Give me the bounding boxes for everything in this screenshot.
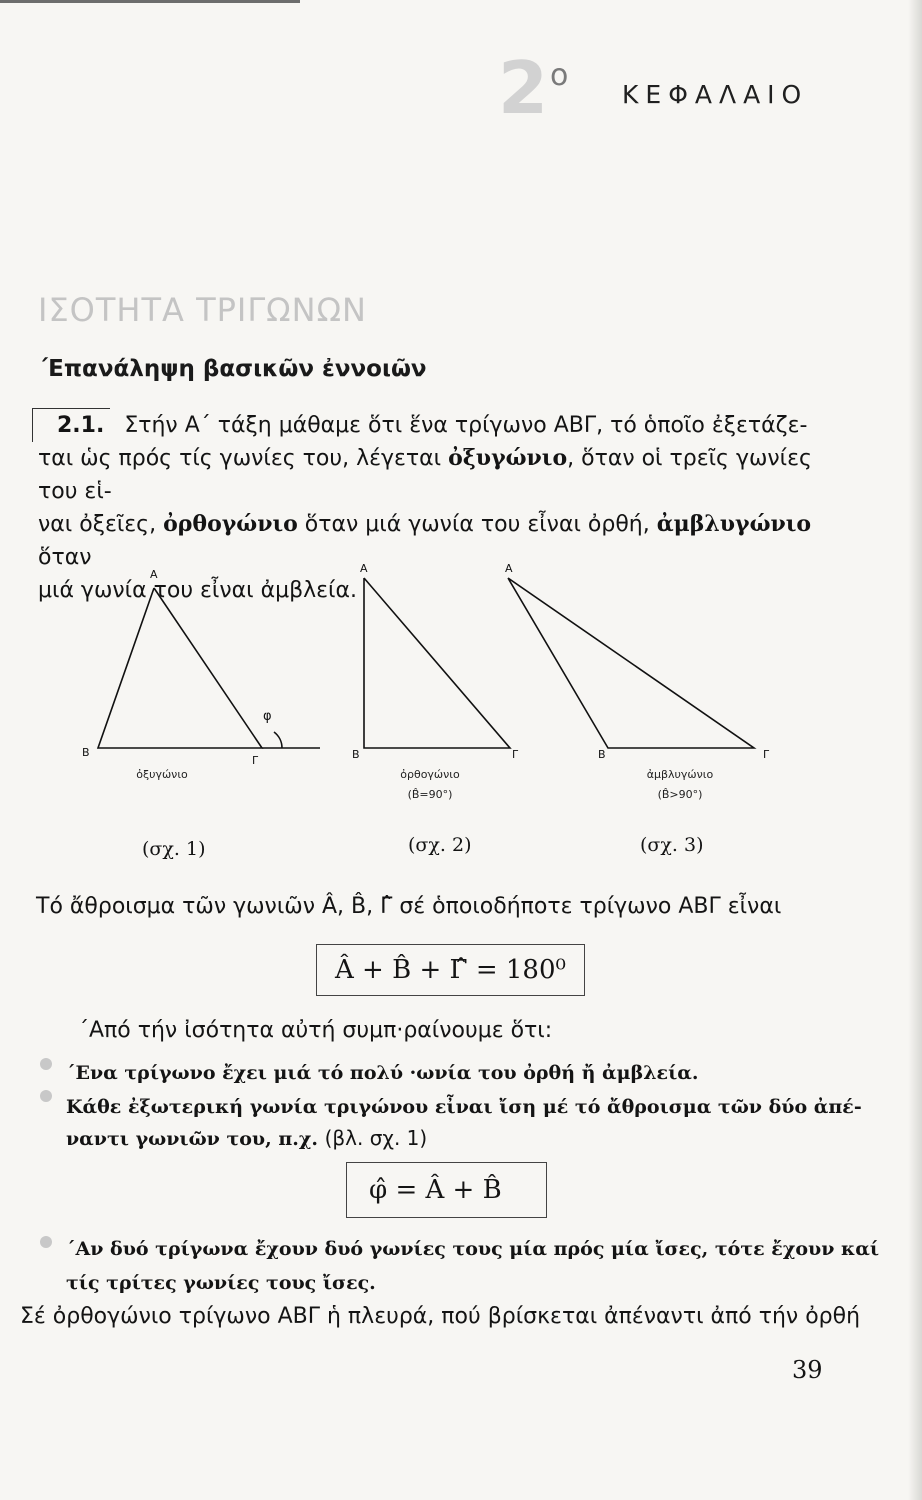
fig2-vertex-g: Γ bbox=[512, 748, 519, 761]
last-line: Σέ ὀρθογώνιο τρίγωνο ΑΒΓ ἡ πλευρά, πού βρίσκεται ἀπέναντι ἀπό τήν ὀρθή bbox=[20, 1304, 861, 1329]
exterior-angle-arc bbox=[274, 732, 282, 748]
page-edge-shadow bbox=[908, 0, 922, 1500]
triangle-1 bbox=[98, 588, 262, 748]
bullet-2-marker bbox=[40, 1090, 52, 1102]
fig3-condition: (B̂>90°) bbox=[657, 788, 703, 801]
fig2-label: (σχ. 2) bbox=[408, 834, 472, 856]
equation-angle-sum: Â + B̂ + Γ̂ = 180⁰ bbox=[316, 944, 585, 996]
para-line-3-c: ὅταν μιά γωνία του εἶναι ὀρθή, bbox=[297, 512, 657, 537]
para-line-1-text: Στήν Α΄ τάξη μάθαμε ὅτι ἕνα τρίγωνο ΑΒΓ, τό ὁποῖο ἐξετάζε- bbox=[124, 413, 808, 438]
chapter-number-superscript: ο bbox=[550, 58, 569, 93]
bullet-3-marker bbox=[40, 1236, 52, 1248]
para-line-3-e: ὅταν bbox=[38, 545, 92, 570]
consequence-text: ΄Από τήν ἰσότητα αὐτή συμπ·ραίνουμε ὅτι: bbox=[78, 1018, 553, 1043]
fig3-vertex-a: Α bbox=[505, 562, 513, 575]
chapter-number: 2 bbox=[498, 46, 549, 130]
term-obtuse: ἀμβλυγώνιο bbox=[656, 511, 812, 537]
chapter-word: ΚΕΦΑΛΑΙΟ bbox=[622, 80, 809, 109]
para-line-2 bbox=[38, 442, 828, 508]
bullet-3-line-1: ΄Αν δυό τρίγωνα ἔχουν δυό γωνίες τους μία πρός μία ἴσες, τότε ἔχουν καί bbox=[66, 1238, 880, 1260]
triangle-figures bbox=[80, 560, 800, 790]
bullet-2-line-2-a: ναντι γωνιῶν του, π.χ. bbox=[66, 1128, 325, 1150]
sum-text: Τό ἄθροισμα τῶν γωνιῶν Â, B̂, Γ̂ σέ ὁποιοδήποτε τρίγωνο ΑΒΓ εἶναι bbox=[36, 894, 782, 919]
bullet-2-fig-ref: (βλ. σχ. 1) bbox=[324, 1126, 428, 1150]
para-line-3-a: ναι ὀξεῖες, bbox=[38, 512, 164, 537]
fig3-caption: ἀμβλυγώνιο bbox=[646, 768, 714, 781]
fig2-vertex-a: Α bbox=[360, 562, 368, 575]
fig1-vertex-g: Γ bbox=[252, 754, 259, 767]
term-right: ὀρθογώνιο bbox=[163, 511, 298, 537]
fig3-vertex-b: Β bbox=[598, 748, 606, 761]
fig1-vertex-a: Α bbox=[150, 568, 158, 581]
term-acute: ὀξυγώνιο bbox=[448, 445, 568, 471]
equation-exterior-angle: φ̂ = Â + B̂ bbox=[346, 1162, 547, 1218]
para-line-1 bbox=[38, 408, 828, 442]
para-line-2-a: ται ὡς πρός τίς γωνίες του, λέγεται bbox=[38, 446, 449, 471]
bullet-1-text: ΄Ενα τρίγωνο ἔχει μιά τό πολύ ·ωνία του ὀρθή ἤ ἀμβλεία. bbox=[66, 1062, 699, 1084]
page-number: 39 bbox=[792, 1356, 823, 1384]
subsection-title: ΄Επανάληψη βασικῶν ἐννοιῶν bbox=[38, 356, 427, 382]
fig1-vertex-b: Β bbox=[82, 746, 90, 759]
paragraph-number: 2.1. bbox=[32, 408, 110, 442]
fig1-caption: ὀξυγώνιο bbox=[136, 768, 188, 781]
triangle-3 bbox=[508, 578, 754, 748]
triangle-2 bbox=[364, 578, 510, 748]
para-line-2-c: , ὅταν οἱ τρεῖς γωνίες του εἱ- bbox=[38, 446, 812, 504]
fig2-condition: (B̂=90°) bbox=[407, 788, 453, 801]
fig1-label: (σχ. 1) bbox=[142, 838, 206, 860]
para-line-4: μιά γωνία του εἶναι ἀμβλεία. bbox=[38, 578, 357, 603]
top-edge-line bbox=[0, 0, 300, 3]
section-title: ΙΣΟΤΗΤΑ ΤΡΙΓΩΝΩΝ bbox=[38, 291, 367, 329]
fig1-phi-label: φ bbox=[263, 709, 272, 724]
fig2-vertex-b: Β bbox=[352, 748, 360, 761]
fig3-label: (σχ. 3) bbox=[640, 834, 704, 856]
bullet-3-line-2: τίς τρίτες γωνίες τους ἴσες. bbox=[66, 1272, 376, 1294]
bullet-2-line-2 bbox=[66, 1126, 427, 1150]
fig3-vertex-g: Γ bbox=[763, 748, 770, 761]
bullet-2-line-1: Κάθε ἐξωτερική γωνία τριγώνου εἶναι ἴση μέ τό ἄθροισμα τῶν δύο ἀπέ- bbox=[66, 1096, 862, 1118]
fig2-caption: ὀρθογώνιο bbox=[400, 768, 460, 781]
bullet-1-marker bbox=[40, 1058, 52, 1070]
